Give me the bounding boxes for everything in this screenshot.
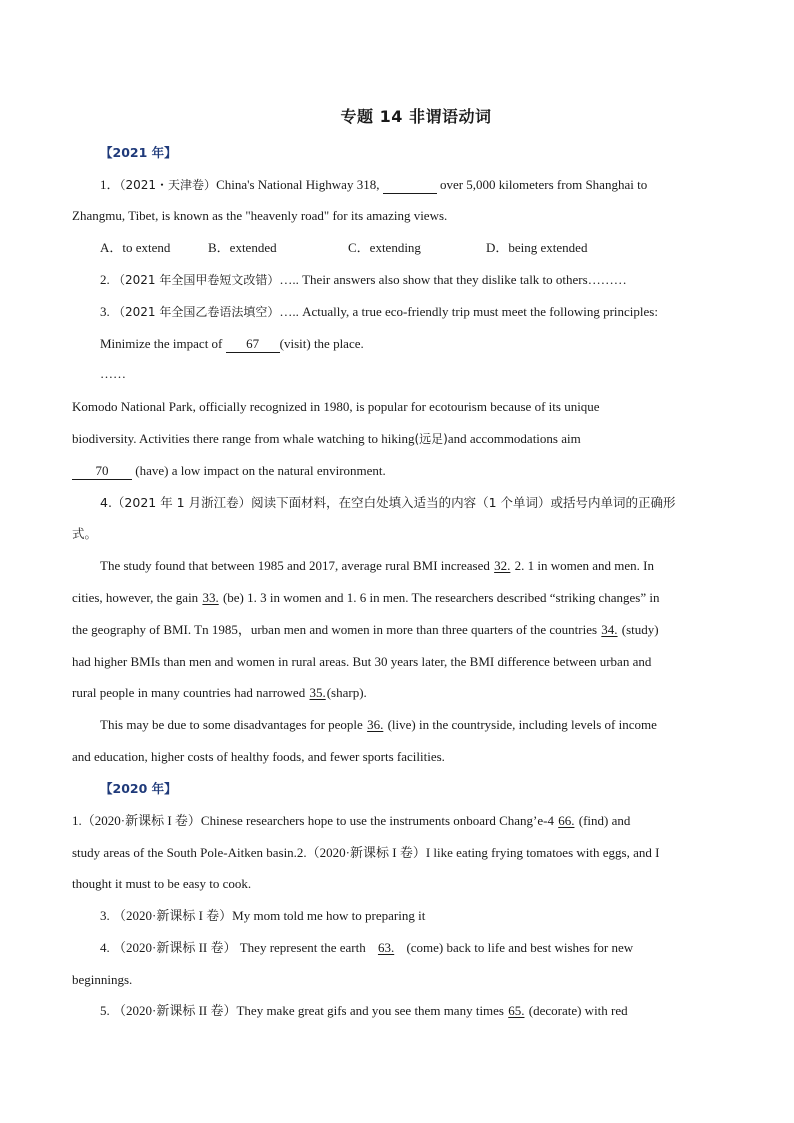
- question-2021-2: [100, 270, 752, 290]
- question-2020-4-line1: [100, 938, 752, 958]
- question-source: （2021 年全国甲卷短文改错）: [113, 273, 280, 287]
- passage-text: biodiversity. Activities there range from whale watching to hiking: [72, 431, 415, 446]
- passage-text: This may be due to some disadvantages for people: [100, 717, 363, 732]
- section-heading-2021: 【2021 年】: [100, 145, 177, 160]
- question-2020-5-line1: [100, 1001, 752, 1021]
- question-2021-3-line2: [100, 334, 752, 354]
- answer-blank-32[interactable]: 32.: [494, 558, 511, 573]
- question-2021-1-options: [100, 238, 752, 258]
- question-number: 3.: [100, 304, 110, 319]
- question-2021-4-intro: 4.（2021 年 1 月浙江卷）阅读下面材料，在空白处填入适当的内容（1 个单词）或括号内单词的正确形: [100, 495, 676, 510]
- passage-text: 2. 1 in women and men. In: [514, 558, 654, 573]
- question-text: (come) back to life and best wishes for new: [406, 940, 634, 955]
- question-text: 5. （2020·新课标 II 卷）They make great gifs and you see them many times: [100, 1003, 504, 1018]
- question-text: (find) and: [578, 813, 631, 828]
- answer-blank-34[interactable]: 34.: [601, 622, 618, 637]
- answer-blank-70[interactable]: 70: [72, 463, 132, 480]
- passage-gloss: (远足): [414, 432, 448, 446]
- question-2020-4-line2: beginnings.: [72, 972, 133, 987]
- passage-text: (study): [621, 622, 659, 637]
- passage-text: cities, however, the gain: [72, 590, 199, 605]
- question-2020-3: 3. （2020·新课标 I 卷）My mom told me how to preparing it: [100, 908, 426, 923]
- passage-line: [100, 715, 752, 735]
- passage-line: [72, 588, 724, 608]
- passage-line: and education, higher costs of healthy foods, and fewer sports facilities.: [72, 749, 445, 764]
- ellipsis: ……: [100, 366, 126, 381]
- option-c[interactable]: C．extending: [348, 240, 421, 255]
- passage-text: the geography of BMI. Tn 1985，urban men and women in more than three quarters of the countries: [72, 622, 598, 637]
- option-b[interactable]: B．extended: [208, 240, 277, 255]
- question-2020-line2: study areas of the South Pole-Aitken basin.2.（2020·新课标 I 卷）I like eating frying tomatoes with eggs, and I: [72, 845, 660, 860]
- answer-blank[interactable]: [383, 177, 437, 194]
- answer-blank-35[interactable]: 35.: [309, 685, 326, 700]
- question-text: Minimize the impact of: [100, 336, 223, 351]
- passage-line: [72, 620, 724, 640]
- passage-text: The study found that between 1985 and 2017, average rural BMI increased: [100, 558, 490, 573]
- question-2020-1-line1: [72, 811, 724, 831]
- answer-blank-63[interactable]: 63.: [377, 940, 395, 955]
- passage-text: (be) 1. 3 in women and 1. 6 in men. The researchers described “striking changes” in: [222, 590, 660, 605]
- option-d[interactable]: D．being extended: [486, 240, 588, 255]
- passage-text: and accommodations aim: [447, 431, 581, 446]
- passage-text: (sharp).: [326, 685, 367, 700]
- passage-line: [72, 683, 724, 703]
- passage-line: [72, 429, 724, 449]
- answer-blank-66[interactable]: 66.: [558, 813, 575, 828]
- passage-line: Komodo National Park, officially recognized in 1980, is popular for ecotourism because of its unique: [72, 399, 600, 414]
- question-2021-1-line1: [100, 175, 752, 195]
- passage-line: had higher BMIs than men and women in rural areas. But 30 years later, the BMI difference between urban and: [72, 654, 652, 669]
- answer-blank-33[interactable]: 33.: [202, 590, 219, 605]
- question-text: over 5,000 kilometers from Shanghai to: [439, 177, 648, 192]
- answer-blank-67[interactable]: 67: [226, 336, 280, 353]
- question-text: (visit) the place.: [279, 336, 364, 351]
- question-source: （2021・天津卷）: [119, 178, 217, 192]
- option-a[interactable]: A．to extend: [100, 240, 171, 255]
- question-2021-1-line2: Zhangmu, Tibet, is known as the "heavenly road" for its amazing views.: [72, 208, 448, 223]
- passage-text: (live) in the countryside, including levels of income: [387, 717, 657, 732]
- question-text: (decorate) with red: [528, 1003, 628, 1018]
- question-2020-line3: thought it must to be easy to cook.: [72, 876, 252, 891]
- question-source: （2021 年全国乙卷语法填空）: [113, 305, 280, 319]
- page-title: 专题 14 非谓语动词: [340, 107, 492, 126]
- question-text: China's National Highway 318,: [216, 177, 380, 192]
- question-number: 1．: [100, 177, 120, 192]
- passage-text: (have) a low impact on the natural environment.: [135, 463, 386, 478]
- question-text: ….. Their answers also show that they dislike talk to others………: [279, 272, 627, 287]
- question-text: 4. （2020·新课标 II 卷） They represent the earth: [100, 940, 366, 955]
- question-2021-4-intro-cont: 式。: [72, 526, 98, 541]
- answer-blank-36[interactable]: 36.: [367, 717, 384, 732]
- section-heading-2020: 【2020 年】: [100, 781, 177, 796]
- question-number: 2.: [100, 272, 110, 287]
- passage-line: [72, 461, 724, 481]
- answer-blank-65[interactable]: 65.: [508, 1003, 525, 1018]
- question-2021-3-line1: [100, 302, 752, 322]
- passage-text: rural people in many countries had narrowed: [72, 685, 306, 700]
- question-text: ….. Actually, a true eco-friendly trip must meet the following principles:: [279, 304, 658, 319]
- question-text: 1.（2020·新课标 I 卷）Chinese researchers hope to use the instruments onboard Chang’e-4: [72, 813, 554, 828]
- passage-line: [100, 556, 752, 576]
